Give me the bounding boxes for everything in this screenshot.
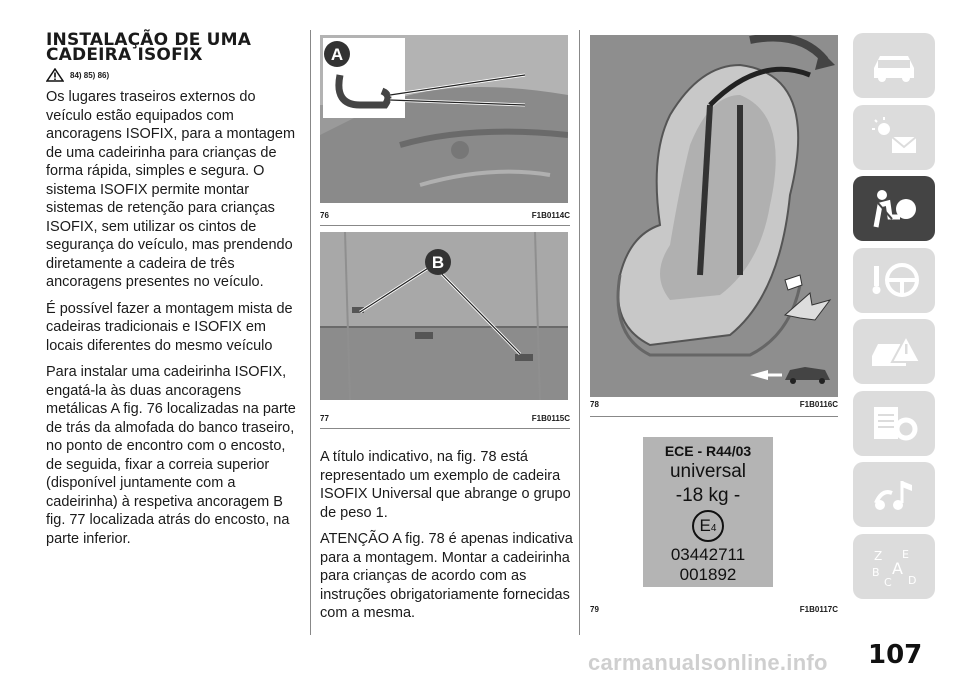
warning-refs-text: 84) 85) 86): [70, 70, 110, 80]
page-number: 107: [868, 640, 923, 670]
figure-76-isofix-anchors: [320, 35, 568, 203]
e-mark-number: 4: [710, 523, 717, 534]
secondary-text-column: [320, 448, 574, 631]
figure-code: F1B0117C: [799, 605, 838, 614]
car-warning-icon: [866, 330, 922, 374]
e-mark-icon: [692, 510, 724, 542]
figure-label-b: B: [431, 253, 445, 272]
tab-starting-driving[interactable]: [853, 248, 935, 313]
title-line-2: CADEIRA ISOFIX: [46, 45, 203, 65]
warning-references: [46, 68, 300, 82]
tab-safety[interactable]: [853, 176, 935, 241]
svg-text:E: E: [902, 548, 909, 561]
label-category: universal: [669, 461, 747, 482]
figure-77-top-tether-anchor: [320, 232, 568, 400]
lights-envelope-icon: [866, 115, 922, 159]
paragraph: Os lugares traseiros externos do veículo estão equipados com ancoragens ISOFIX, para a montagem de uma cadeirinha para crianças de forma rápida, simples e segura. O sistema ISOFIX permite montar sistemas de retenção para crianças ISOFIX, sem utilizar os cintos de segurança do veículo, mas prendendo diretamente a cadeira de três ancoragens presentes no veículo.: [46, 89, 296, 290]
figure-code: F1B0115C: [531, 414, 570, 423]
figure-code: F1B0114C: [531, 211, 570, 220]
svg-text:D: D: [908, 574, 917, 587]
svg-text:Z: Z: [874, 549, 883, 563]
airbag-seatbelt-icon: [866, 187, 922, 231]
svg-text:C: C: [884, 576, 892, 588]
column-divider: [579, 30, 580, 635]
figure-caption: [320, 211, 570, 220]
alphabet-index-icon: [866, 544, 922, 588]
figure-caption: [590, 400, 838, 409]
figure-78-isofix-child-seat: [590, 35, 838, 397]
figure-divider: [590, 416, 838, 417]
steering-wheel-icon: [866, 258, 922, 302]
music-wrench-icon: [866, 473, 922, 517]
e-mark-letter: E: [699, 516, 711, 535]
label-serial-number: 001892: [679, 565, 737, 584]
label-approval-number: 03442711: [670, 545, 746, 564]
tab-index[interactable]: [853, 534, 935, 599]
figure-divider: [320, 225, 570, 226]
car-dashboard-icon: [866, 46, 922, 86]
paragraph: Para instalar uma cadeirinha ISOFIX, engatá-la às duas ancoragens metálicas A fig. 76 localizadas na parte de trás da almofada do banco traseiro, no ponto de encontro com o encosto, de seguida, fixar a correia superior (disponível juntamente com a cadeirinha) à respetiva ancoragem B fig. 77 localizada atrás do encosto, na parte inferior.: [46, 364, 296, 547]
tab-emergency[interactable]: [853, 319, 935, 384]
figure-79-approval-label: [590, 423, 838, 596]
figure-number: 78: [590, 400, 599, 409]
column-divider: [310, 30, 311, 635]
paragraph: ATENÇÃO A fig. 78 é apenas indicativa para a montagem. Montar a cadeirinha para crianças de acordo com as instruções obrigatoriamente fornecidas com a mesma.: [320, 531, 573, 621]
figure-label-a: A: [330, 45, 344, 64]
tab-dashboard[interactable]: [853, 33, 935, 98]
main-text-column: [46, 30, 300, 556]
warning-triangle-icon: [46, 68, 64, 82]
tab-maintenance[interactable]: [853, 391, 935, 456]
svg-text:B: B: [872, 566, 880, 579]
tab-controls[interactable]: [853, 105, 935, 170]
label-weight: -18 kg -: [675, 485, 741, 506]
watermark: carmanualsonline.info: [588, 650, 828, 675]
paragraph: A título indicativo, na fig. 78 está representado um exemplo de cadeira ISOFIX Universal que abrange o grupo de peso 1.: [320, 449, 571, 521]
figure-number: 77: [320, 414, 329, 423]
label-regulation: ECE - R44/03: [664, 443, 752, 459]
figure-divider: [320, 428, 570, 429]
car-service-gear-icon: [866, 401, 922, 445]
figure-caption: [590, 605, 838, 614]
figure-number: 76: [320, 211, 329, 220]
tab-multimedia[interactable]: [853, 462, 935, 527]
section-title: [46, 30, 300, 65]
figure-code: F1B0116C: [799, 400, 838, 409]
svg-text:A: A: [892, 559, 903, 578]
paragraph: É possível fazer a montagem mista de cadeiras tradicionais e ISOFIX em locais diferentes do mesmo veículo: [46, 300, 293, 354]
figure-caption: [320, 414, 570, 423]
title-line-1: INSTALAÇÃO DE UMA: [46, 30, 252, 50]
approval-label-plate: [643, 437, 773, 587]
chapter-sidebar: [853, 33, 935, 605]
figure-number: 79: [590, 605, 599, 614]
